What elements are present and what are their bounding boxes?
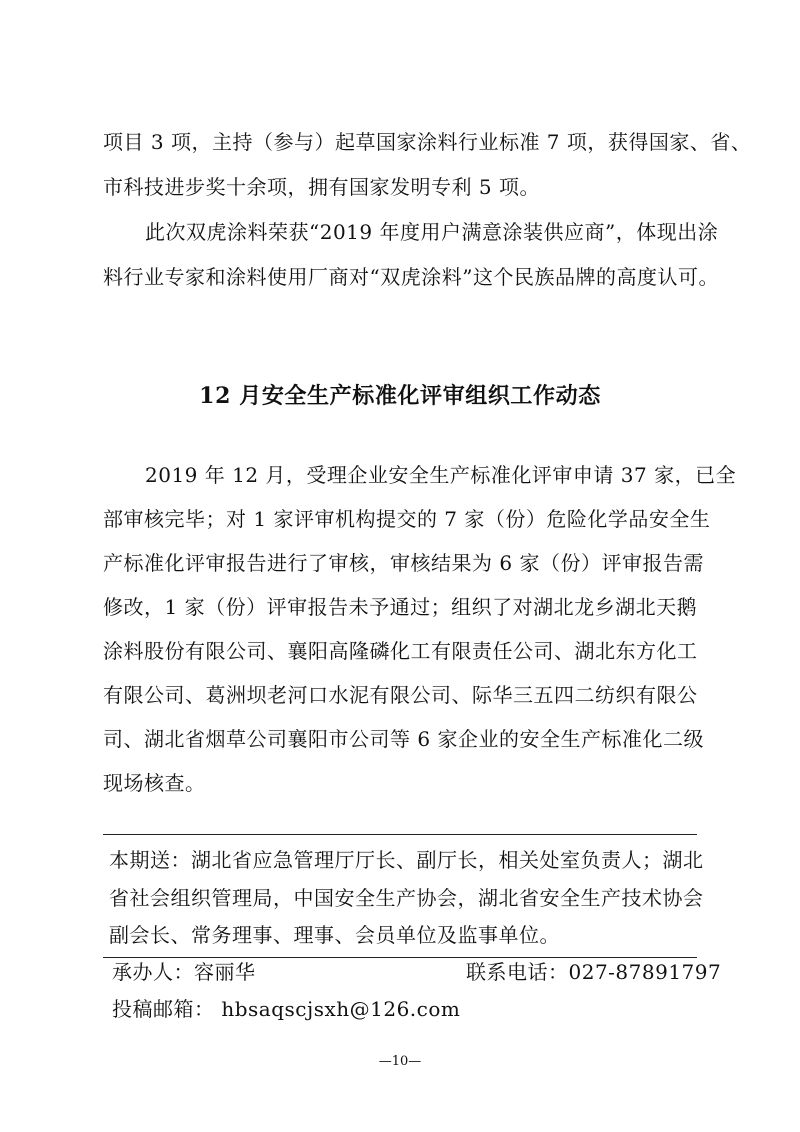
intro-line-2: 市科技进步奖十余项，拥有国家发明专利 5 项。 <box>103 175 540 199</box>
paragraph-line-4: 修改，1 家（份）评审报告未予通过；组织了对湖北龙乡湖北天鹅 <box>103 595 698 619</box>
intro-line-3: 此次双虎涂料荣获“2019 年度用户满意涂装供应商”，体现出涂 <box>145 220 719 244</box>
intro-line-4: 料行业专家和涂料使用厂商对“双虎涂料”这个民族品牌的高度认可。 <box>103 265 719 289</box>
paragraph-line-6: 有限公司、葛洲坝老河口水泥有限公司、际华三五四二纺织有限公 <box>103 683 698 707</box>
paragraph-line-1: 2019 年 12 月，受理企业安全生产标准化评审申请 37 家，已全 <box>145 463 737 487</box>
distribution-line-2: 省社会组织管理局，中国安全生产协会，湖北省安全生产技术协会 <box>109 886 704 910</box>
intro-line-1: 项目 3 项，主持（参与）起草国家涂料行业标准 7 项，获得国家、省、 <box>103 130 752 154</box>
paragraph-line-8: 现场核查。 <box>103 771 206 795</box>
distribution-line-3: 副会长、常务理事、理事、会员单位及监事单位。 <box>109 923 560 947</box>
contact-phone: 联系电话：027-87891797 <box>466 960 722 984</box>
submission-email: 投稿邮箱： hbsaqscjsxh@126.com <box>112 997 461 1021</box>
paragraph-line-3: 产标准化评审报告进行了审核，审核结果为 6 家（份）评审报告需 <box>103 551 704 575</box>
distribution-top-rule <box>103 834 697 835</box>
paragraph-line-5: 涂料股份有限公司、襄阳高隆磷化工有限责任公司、湖北东方化工 <box>103 639 698 663</box>
page-number: —10— <box>378 1054 422 1069</box>
distribution-line-1: 本期送：湖北省应急管理厅厅长、副厅长，相关处室负责人；湖北 <box>109 848 704 872</box>
paragraph-line-7: 司、湖北省烟草公司襄阳市公司等 6 家企业的安全生产标准化二级 <box>103 727 704 751</box>
paragraph-line-2: 部审核完毕；对 1 家评审机构提交的 7 家（份）危险化学品安全生 <box>103 507 711 531</box>
section-title: 12 月安全生产标准化评审组织工作动态 <box>199 383 601 409</box>
handler-label: 承办人：容丽华 <box>112 960 256 984</box>
